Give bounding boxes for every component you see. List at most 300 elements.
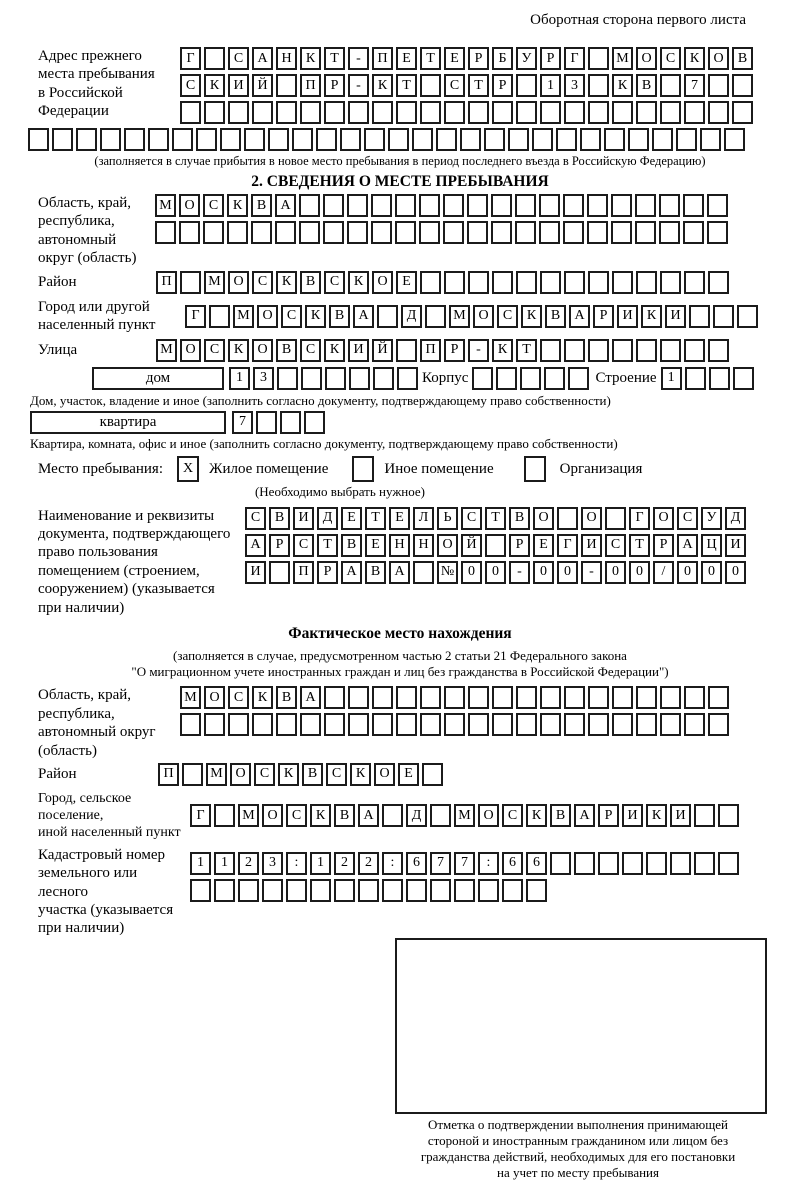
char-cell[interactable]: Е [365,534,386,557]
char-cell[interactable]: Р [492,74,513,97]
char-cell[interactable]: О [653,507,674,530]
char-cell[interactable]: А [389,561,410,584]
char-cell[interactable] [526,879,547,902]
char-cell[interactable] [286,879,307,902]
char-cell[interactable] [443,221,464,244]
char-cell[interactable] [540,686,561,709]
char-cell[interactable]: С [324,271,345,294]
char-cell[interactable]: В [341,534,362,557]
char-cell[interactable] [683,221,704,244]
char-cell[interactable]: 1 [661,367,682,390]
char-cell[interactable]: 6 [406,852,427,875]
char-cell[interactable]: 2 [238,852,259,875]
char-cell[interactable] [544,367,565,390]
char-cell[interactable]: С [497,305,518,328]
char-cell[interactable] [612,271,633,294]
char-cell[interactable] [646,852,667,875]
char-cell[interactable] [612,686,633,709]
char-cell[interactable] [220,128,241,151]
char-cell[interactable] [520,367,541,390]
char-cell[interactable]: Г [180,47,201,70]
char-cell[interactable]: И [348,339,369,362]
char-cell[interactable] [468,713,489,736]
char-cell[interactable]: И [725,534,746,557]
char-cell[interactable] [180,101,201,124]
char-cell[interactable] [515,221,536,244]
char-cell[interactable] [718,804,739,827]
char-cell[interactable]: О [179,194,200,217]
char-cell[interactable] [76,128,97,151]
char-cell[interactable] [268,128,289,151]
char-cell[interactable]: О [708,47,729,70]
char-cell[interactable]: Т [420,47,441,70]
char-cell[interactable] [323,221,344,244]
char-cell[interactable]: - [468,339,489,362]
char-cell[interactable] [612,713,633,736]
char-cell[interactable]: А [275,194,296,217]
char-cell[interactable]: 3 [262,852,283,875]
char-cell[interactable] [707,194,728,217]
char-cell[interactable] [292,128,313,151]
char-cell[interactable]: И [670,804,691,827]
char-cell[interactable]: А [353,305,374,328]
char-cell[interactable]: М [238,804,259,827]
char-cell[interactable]: К [310,804,331,827]
char-cell[interactable]: Р [468,47,489,70]
char-cell[interactable] [348,713,369,736]
char-cell[interactable]: Е [341,507,362,530]
char-cell[interactable] [660,271,681,294]
char-cell[interactable] [275,221,296,244]
char-cell[interactable] [587,194,608,217]
char-cell[interactable]: С [180,74,201,97]
char-cell[interactable] [340,128,361,151]
char-cell[interactable] [300,713,321,736]
char-cell[interactable] [676,128,697,151]
char-cell[interactable] [564,101,585,124]
char-cell[interactable] [172,128,193,151]
char-cell[interactable]: И [617,305,638,328]
char-cell[interactable]: - [348,74,369,97]
char-cell[interactable] [348,101,369,124]
char-cell[interactable] [502,879,523,902]
char-cell[interactable] [660,686,681,709]
char-cell[interactable] [454,879,475,902]
char-cell[interactable]: 1 [540,74,561,97]
char-cell[interactable] [659,194,680,217]
char-cell[interactable] [636,271,657,294]
char-cell[interactable]: К [350,763,371,786]
char-cell[interactable] [420,74,441,97]
char-cell[interactable]: 2 [358,852,379,875]
char-cell[interactable]: О [533,507,554,530]
char-cell[interactable]: С [444,74,465,97]
char-cell[interactable] [422,763,443,786]
char-cell[interactable] [636,101,657,124]
char-cell[interactable]: Е [396,271,417,294]
stay-option-residential-checkbox[interactable]: X [177,456,199,482]
char-cell[interactable]: М [204,271,225,294]
char-cell[interactable]: Р [509,534,530,557]
char-cell[interactable]: У [516,47,537,70]
char-cell[interactable]: 0 [485,561,506,584]
char-cell[interactable] [563,221,584,244]
char-cell[interactable]: - [348,47,369,70]
char-cell[interactable]: 3 [253,367,274,390]
char-cell[interactable] [628,128,649,151]
char-cell[interactable] [683,194,704,217]
char-cell[interactable] [694,852,715,875]
char-cell[interactable] [190,879,211,902]
char-cell[interactable]: № [437,561,458,584]
char-cell[interactable]: 1 [190,852,211,875]
char-cell[interactable]: С [286,804,307,827]
char-cell[interactable]: 0 [701,561,722,584]
char-cell[interactable]: Г [564,47,585,70]
char-cell[interactable]: И [622,804,643,827]
char-cell[interactable] [395,194,416,217]
char-cell[interactable] [413,561,434,584]
char-cell[interactable]: В [732,47,753,70]
char-cell[interactable] [209,305,230,328]
char-cell[interactable] [304,411,325,434]
char-cell[interactable]: А [252,47,273,70]
char-cell[interactable]: С [245,507,266,530]
char-cell[interactable] [425,305,446,328]
char-cell[interactable] [444,101,465,124]
char-cell[interactable] [420,271,441,294]
char-cell[interactable] [182,763,203,786]
char-cell[interactable] [724,128,745,151]
char-cell[interactable] [485,534,506,557]
char-cell[interactable] [684,271,705,294]
char-cell[interactable] [325,367,346,390]
char-cell[interactable]: М [454,804,475,827]
char-cell[interactable] [588,713,609,736]
char-cell[interactable] [484,128,505,151]
char-cell[interactable] [540,271,561,294]
char-cell[interactable]: В [276,339,297,362]
char-cell[interactable]: М [206,763,227,786]
char-cell[interactable]: Р [540,47,561,70]
char-cell[interactable] [395,221,416,244]
char-cell[interactable]: М [233,305,254,328]
char-cell[interactable]: П [420,339,441,362]
char-cell[interactable]: К [684,47,705,70]
char-cell[interactable] [252,713,273,736]
char-cell[interactable] [377,305,398,328]
char-cell[interactable]: О [230,763,251,786]
char-cell[interactable] [539,221,560,244]
char-cell[interactable]: О [180,339,201,362]
char-cell[interactable] [364,128,385,151]
char-cell[interactable] [227,221,248,244]
char-cell[interactable] [612,339,633,362]
char-cell[interactable]: П [158,763,179,786]
char-cell[interactable] [685,367,706,390]
char-cell[interactable]: Л [413,507,434,530]
char-cell[interactable]: Р [269,534,290,557]
char-cell[interactable] [196,128,217,151]
char-cell[interactable]: Д [406,804,427,827]
char-cell[interactable] [588,74,609,97]
char-cell[interactable] [420,686,441,709]
char-cell[interactable] [430,879,451,902]
char-cell[interactable] [310,879,331,902]
char-cell[interactable]: Й [461,534,482,557]
char-cell[interactable] [635,221,656,244]
char-cell[interactable]: - [509,561,530,584]
char-cell[interactable] [718,852,739,875]
char-cell[interactable] [468,101,489,124]
char-cell[interactable]: Г [629,507,650,530]
char-cell[interactable]: А [677,534,698,557]
char-cell[interactable]: В [550,804,571,827]
char-cell[interactable] [371,194,392,217]
char-cell[interactable] [660,101,681,124]
char-cell[interactable] [557,507,578,530]
char-cell[interactable]: 6 [502,852,523,875]
char-cell[interactable]: 7 [232,411,253,434]
char-cell[interactable]: М [180,686,201,709]
char-cell[interactable] [467,221,488,244]
char-cell[interactable]: А [358,804,379,827]
char-cell[interactable]: С [204,339,225,362]
char-cell[interactable] [540,713,561,736]
char-cell[interactable]: 1 [310,852,331,875]
char-cell[interactable] [564,271,585,294]
char-cell[interactable]: Е [533,534,554,557]
char-cell[interactable]: 1 [229,367,250,390]
char-cell[interactable]: В [302,763,323,786]
char-cell[interactable]: 0 [629,561,650,584]
char-cell[interactable] [604,128,625,151]
char-cell[interactable]: О [262,804,283,827]
char-cell[interactable] [478,879,499,902]
char-cell[interactable]: С [461,507,482,530]
char-cell[interactable]: О [372,271,393,294]
char-cell[interactable] [148,128,169,151]
char-cell[interactable]: М [156,339,177,362]
char-cell[interactable] [516,74,537,97]
char-cell[interactable]: В [365,561,386,584]
char-cell[interactable]: С [326,763,347,786]
char-cell[interactable]: И [228,74,249,97]
char-cell[interactable]: 7 [430,852,451,875]
char-cell[interactable] [708,271,729,294]
char-cell[interactable]: С [203,194,224,217]
char-cell[interactable]: В [300,271,321,294]
char-cell[interactable] [467,194,488,217]
char-cell[interactable]: : [382,852,403,875]
char-cell[interactable]: О [252,339,273,362]
char-cell[interactable] [124,128,145,151]
char-cell[interactable] [371,221,392,244]
char-cell[interactable] [372,686,393,709]
char-cell[interactable] [430,804,451,827]
char-cell[interactable]: С [293,534,314,557]
char-cell[interactable]: А [341,561,362,584]
char-cell[interactable] [550,852,571,875]
char-cell[interactable] [412,128,433,151]
char-cell[interactable] [349,367,370,390]
char-cell[interactable]: Е [389,507,410,530]
char-cell[interactable]: Н [413,534,434,557]
char-cell[interactable] [670,852,691,875]
char-cell[interactable] [372,713,393,736]
char-cell[interactable] [299,194,320,217]
char-cell[interactable] [251,221,272,244]
char-cell[interactable]: С [300,339,321,362]
char-cell[interactable] [323,194,344,217]
char-cell[interactable]: С [660,47,681,70]
char-cell[interactable]: К [526,804,547,827]
char-cell[interactable] [444,713,465,736]
char-cell[interactable] [587,221,608,244]
char-cell[interactable]: Р [598,804,619,827]
char-cell[interactable] [419,194,440,217]
char-cell[interactable]: К [300,47,321,70]
char-cell[interactable] [324,101,345,124]
char-cell[interactable]: О [478,804,499,827]
char-cell[interactable]: В [269,507,290,530]
char-cell[interactable]: 0 [557,561,578,584]
char-cell[interactable]: 0 [605,561,626,584]
char-cell[interactable] [737,305,758,328]
char-cell[interactable]: К [278,763,299,786]
char-cell[interactable]: К [227,194,248,217]
char-cell[interactable] [406,879,427,902]
char-cell[interactable]: Ц [701,534,722,557]
char-cell[interactable] [660,339,681,362]
char-cell[interactable] [635,194,656,217]
char-cell[interactable] [52,128,73,151]
char-cell[interactable]: П [293,561,314,584]
char-cell[interactable] [598,852,619,875]
char-cell[interactable] [684,713,705,736]
char-cell[interactable]: Д [317,507,338,530]
char-cell[interactable]: О [437,534,458,557]
char-cell[interactable]: К [204,74,225,97]
char-cell[interactable]: Т [485,507,506,530]
char-cell[interactable] [588,339,609,362]
char-cell[interactable]: С [605,534,626,557]
char-cell[interactable]: : [478,852,499,875]
char-cell[interactable] [540,101,561,124]
char-cell[interactable] [204,101,225,124]
char-cell[interactable] [204,713,225,736]
char-cell[interactable] [252,101,273,124]
char-cell[interactable]: В [276,686,297,709]
char-cell[interactable] [443,194,464,217]
char-cell[interactable]: К [492,339,513,362]
char-cell[interactable] [396,101,417,124]
char-cell[interactable] [420,713,441,736]
char-cell[interactable]: В [329,305,350,328]
char-cell[interactable]: Р [317,561,338,584]
char-cell[interactable] [539,194,560,217]
char-cell[interactable] [214,879,235,902]
char-cell[interactable]: С [281,305,302,328]
char-cell[interactable] [611,221,632,244]
char-cell[interactable]: С [502,804,523,827]
char-cell[interactable] [564,713,585,736]
char-cell[interactable] [652,128,673,151]
char-cell[interactable]: К [252,686,273,709]
char-cell[interactable]: 0 [461,561,482,584]
char-cell[interactable]: Г [557,534,578,557]
char-cell[interactable] [324,686,345,709]
char-cell[interactable] [588,271,609,294]
char-cell[interactable]: Ь [437,507,458,530]
char-cell[interactable] [276,713,297,736]
char-cell[interactable] [612,101,633,124]
char-cell[interactable] [660,713,681,736]
char-cell[interactable] [396,713,417,736]
char-cell[interactable] [580,128,601,151]
char-cell[interactable]: В [251,194,272,217]
char-cell[interactable]: Е [398,763,419,786]
char-cell[interactable]: К [305,305,326,328]
char-cell[interactable]: 3 [564,74,585,97]
char-cell[interactable] [532,128,553,151]
char-cell[interactable]: 6 [526,852,547,875]
char-cell[interactable]: Г [190,804,211,827]
char-cell[interactable] [277,367,298,390]
char-cell[interactable] [276,74,297,97]
char-cell[interactable]: М [612,47,633,70]
char-cell[interactable] [660,74,681,97]
stay-option-organization-checkbox[interactable] [524,456,546,482]
char-cell[interactable] [100,128,121,151]
char-cell[interactable] [516,271,537,294]
char-cell[interactable]: Р [653,534,674,557]
char-cell[interactable]: Д [401,305,422,328]
char-cell[interactable] [732,101,753,124]
char-cell[interactable] [508,128,529,151]
char-cell[interactable]: К [521,305,542,328]
char-cell[interactable]: Т [317,534,338,557]
char-cell[interactable]: И [245,561,266,584]
char-cell[interactable] [388,128,409,151]
char-cell[interactable] [492,101,513,124]
char-cell[interactable] [204,47,225,70]
char-cell[interactable] [516,713,537,736]
char-cell[interactable]: П [372,47,393,70]
char-cell[interactable]: О [581,507,602,530]
char-cell[interactable]: С [228,47,249,70]
char-cell[interactable] [659,221,680,244]
char-cell[interactable] [396,686,417,709]
char-cell[interactable]: О [228,271,249,294]
char-cell[interactable] [568,367,589,390]
char-cell[interactable] [444,686,465,709]
char-cell[interactable] [468,686,489,709]
char-cell[interactable]: Н [389,534,410,557]
char-cell[interactable]: Т [324,47,345,70]
char-cell[interactable]: П [300,74,321,97]
char-cell[interactable]: / [653,561,674,584]
char-cell[interactable]: О [374,763,395,786]
char-cell[interactable] [262,879,283,902]
char-cell[interactable]: 7 [684,74,705,97]
char-cell[interactable] [684,339,705,362]
char-cell[interactable]: 1 [214,852,235,875]
char-cell[interactable]: Й [372,339,393,362]
char-cell[interactable] [605,507,626,530]
char-cell[interactable] [28,128,49,151]
char-cell[interactable] [444,271,465,294]
